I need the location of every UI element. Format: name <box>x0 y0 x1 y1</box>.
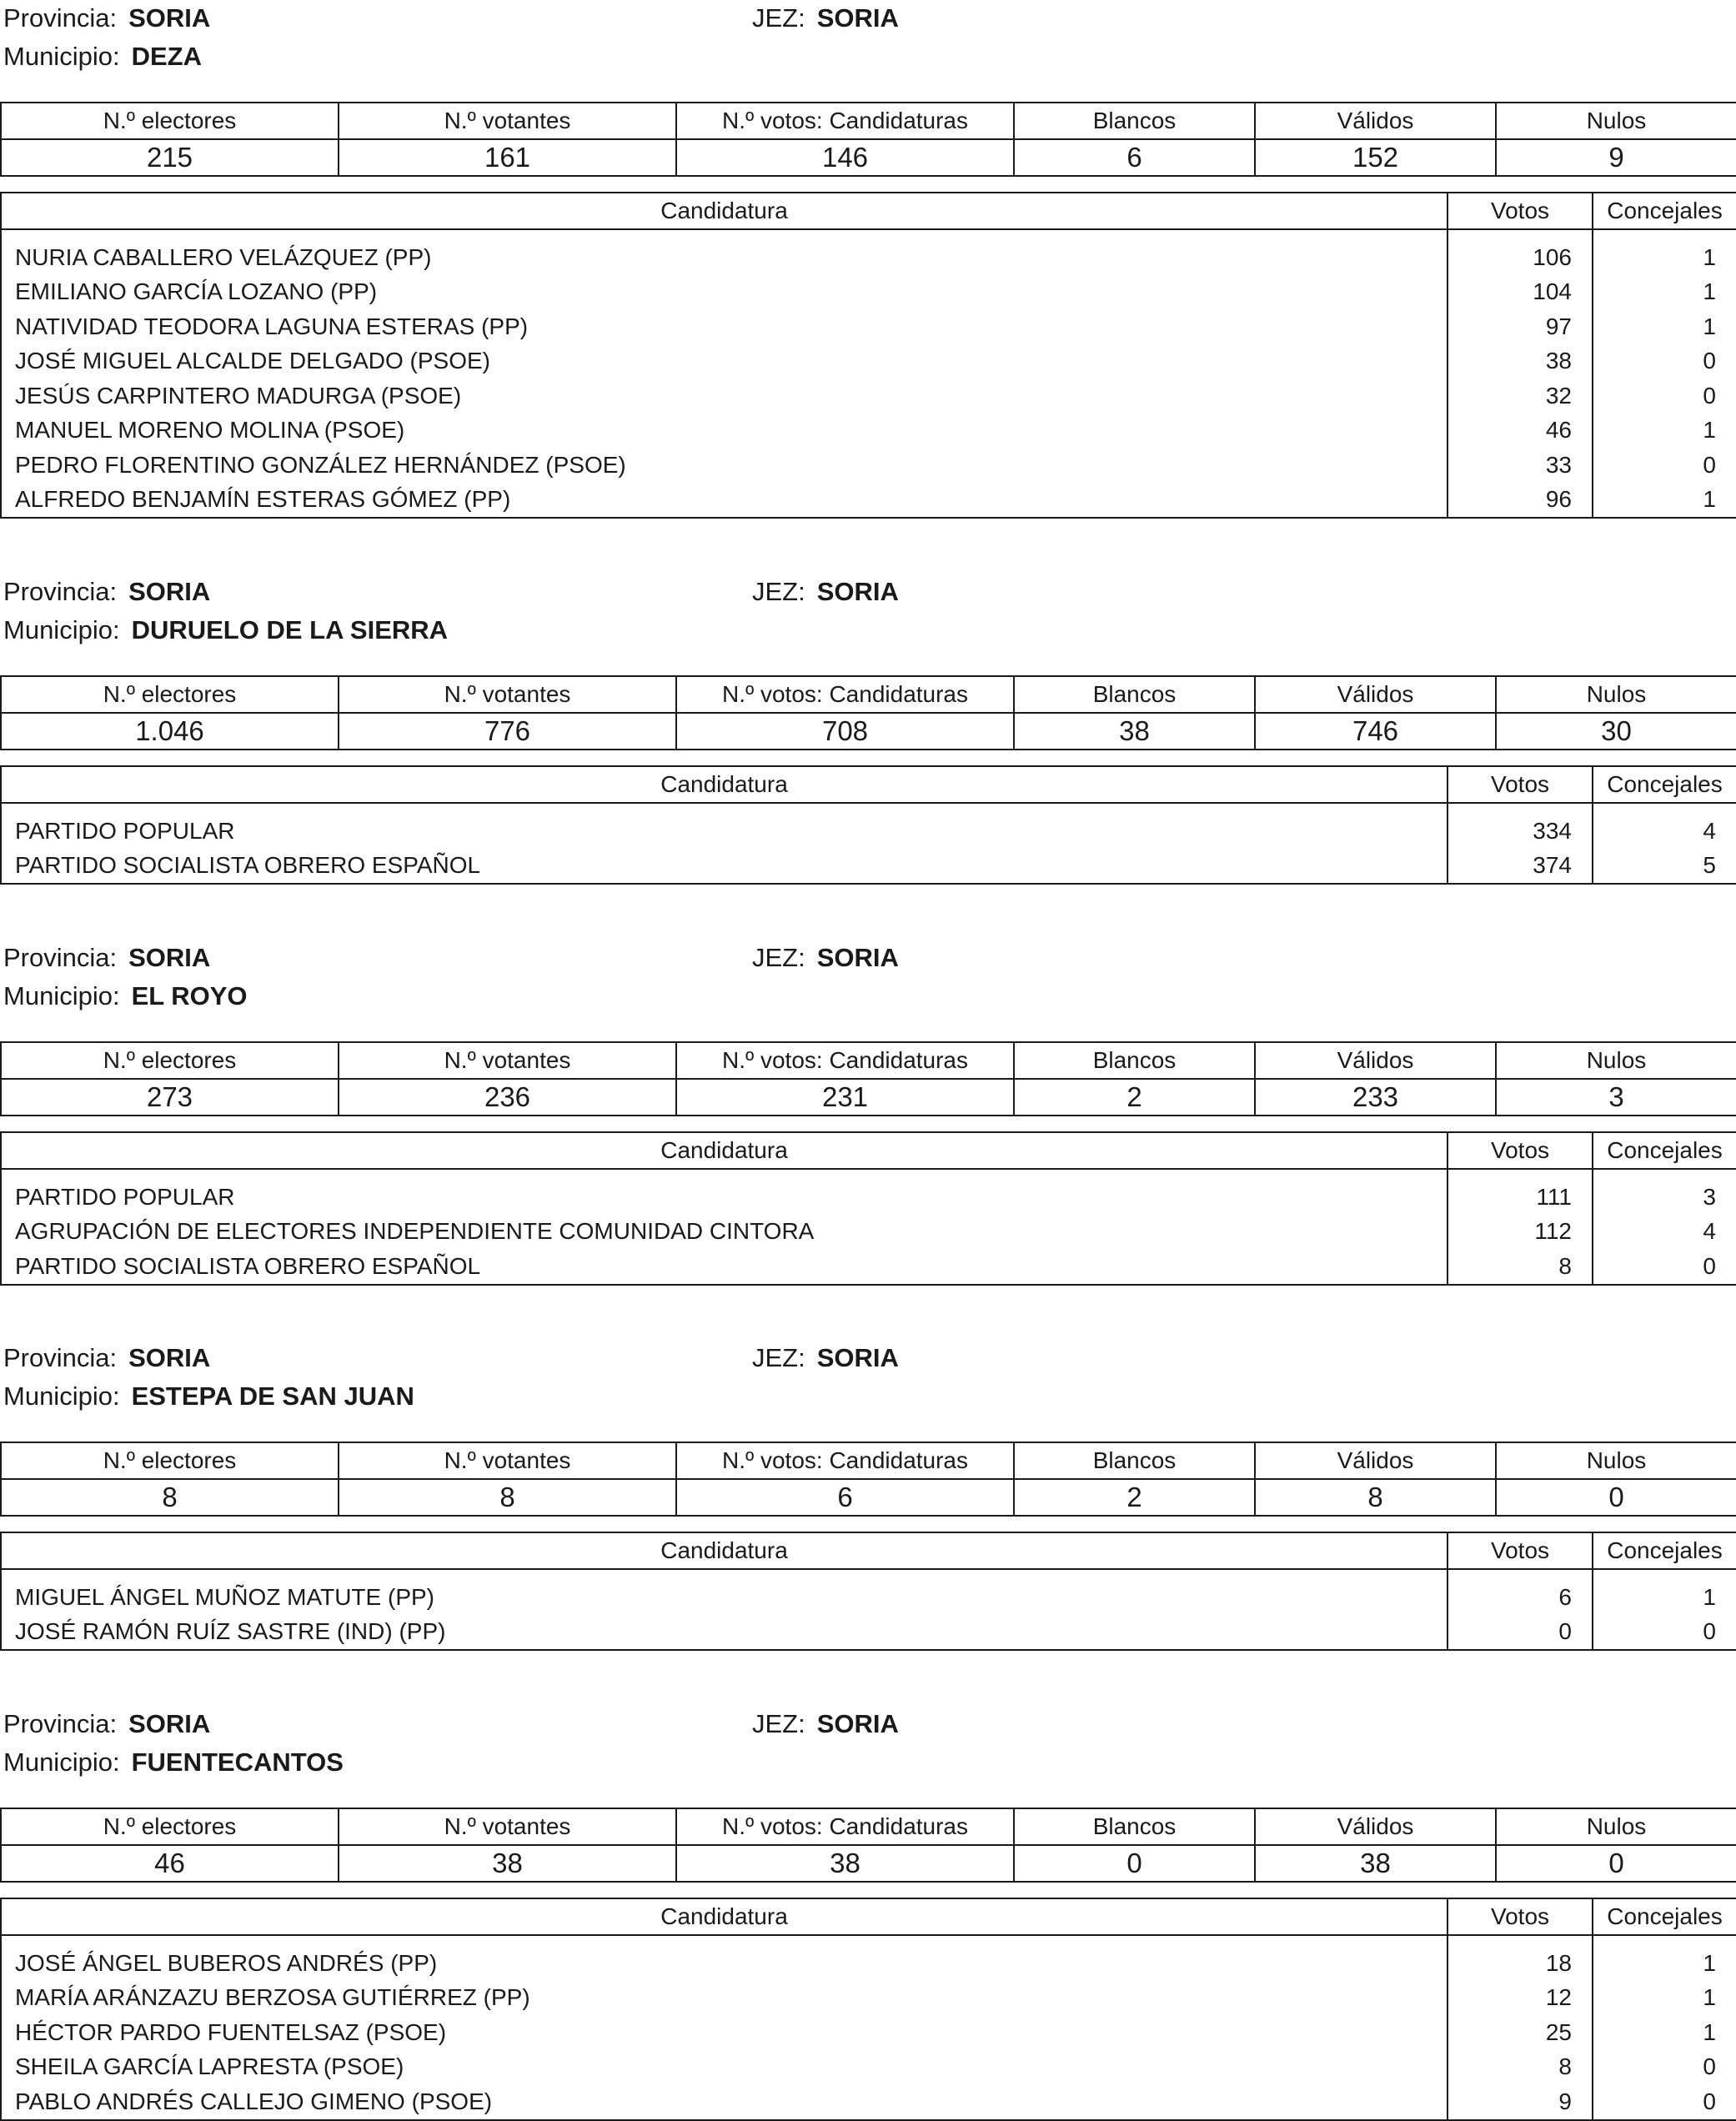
summary-header-cell: N.º electores <box>1 676 339 713</box>
candidate-votos: 9 <box>1448 2084 1593 2120</box>
candidate-row <box>1 849 1736 885</box>
summary-value-cell: 38 <box>676 1845 1014 1882</box>
candidates-table <box>0 1131 1736 1286</box>
summary-value-cell: 38 <box>1255 1845 1496 1882</box>
candidate-name: MANUEL MORENO MOLINA (PSOE) <box>1 414 1448 449</box>
candidate-votos: 25 <box>1448 2015 1593 2050</box>
summary-value-cell: 146 <box>676 139 1014 176</box>
provincia-value: SORIA <box>128 3 211 33</box>
candidate-row <box>1 1215 1736 1250</box>
candidate-concejales: 1 <box>1593 483 1736 519</box>
summary-value-cell: 38 <box>339 1845 676 1882</box>
jez-label: JEZ: <box>752 943 805 972</box>
candidates-header-cell: Concejales <box>1593 1532 1736 1569</box>
candidate-concejales: 1 <box>1593 309 1736 344</box>
summary-header-cell: Nulos <box>1496 676 1736 713</box>
candidate-name: SHEILA GARCÍA LAPRESTA (PSOE) <box>1 2050 1448 2085</box>
candidates-header-row <box>1 193 1736 229</box>
candidate-name: AGRUPACIÓN DE ELECTORES INDEPENDIENTE COMUNIDAD CINTORA <box>1 1215 1448 1250</box>
candidate-votos: 104 <box>1448 275 1593 310</box>
summary-header-row <box>1 103 1736 139</box>
summary-header-cell: N.º electores <box>1 1808 339 1845</box>
municipio-line <box>3 42 202 72</box>
summary-values-row <box>1 713 1736 750</box>
candidate-name: PARTIDO SOCIALISTA OBRERO ESPAÑOL <box>1 1249 1448 1285</box>
municipio-label: Municipio: <box>3 615 120 644</box>
candidate-concejales: 1 <box>1593 2015 1736 2050</box>
candidates-table <box>0 1898 1736 2121</box>
provincia-label: Provincia: <box>3 1343 118 1372</box>
candidate-concejales: 4 <box>1593 1215 1736 1250</box>
candidate-votos: 6 <box>1448 1569 1593 1615</box>
candidate-concejales: 0 <box>1593 2050 1736 2085</box>
summary-value-cell: 2 <box>1014 1479 1255 1516</box>
summary-value-cell: 746 <box>1255 713 1496 750</box>
candidate-row <box>1 379 1736 414</box>
summary-header-cell: N.º electores <box>1 1442 339 1479</box>
summary-header-cell: N.º votantes <box>339 676 676 713</box>
candidate-row <box>1 229 1736 275</box>
summary-header-cell: Válidos <box>1255 1442 1496 1479</box>
candidate-name: JOSÉ ÁNGEL BUBEROS ANDRÉS (PP) <box>1 1935 1448 1981</box>
summary-header-cell: Blancos <box>1014 676 1255 713</box>
summary-header-cell: N.º votantes <box>339 103 676 139</box>
jez-line <box>752 943 899 973</box>
summary-value-cell: 2 <box>1014 1079 1255 1116</box>
summary-value-cell: 215 <box>1 139 339 176</box>
candidate-row <box>1 448 1736 483</box>
candidate-row <box>1 1249 1736 1285</box>
candidates-header-cell: Votos <box>1448 1132 1593 1169</box>
candidate-concejales: 0 <box>1593 1615 1736 1651</box>
provincia-value: SORIA <box>128 1343 211 1372</box>
summary-values-row <box>1 139 1736 176</box>
provincia-value: SORIA <box>128 1709 211 1738</box>
candidate-row <box>1 803 1736 849</box>
provincia-line <box>3 943 210 973</box>
candidate-votos: 18 <box>1448 1935 1593 1981</box>
summary-header-cell: Nulos <box>1496 103 1736 139</box>
jez-value: SORIA <box>816 3 899 33</box>
provincia-label: Provincia: <box>3 1709 118 1738</box>
candidate-row <box>1 483 1736 519</box>
summary-header-cell: Blancos <box>1014 1042 1255 1079</box>
summary-values-row <box>1 1079 1736 1116</box>
summary-value-cell: 152 <box>1255 139 1496 176</box>
jez-value: SORIA <box>816 1709 899 1738</box>
municipio-line <box>3 1381 414 1411</box>
candidates-table <box>0 765 1736 885</box>
candidate-votos: 96 <box>1448 483 1593 519</box>
candidates-header-cell: Concejales <box>1593 1132 1736 1169</box>
summary-value-cell: 8 <box>1255 1479 1496 1516</box>
candidate-votos: 32 <box>1448 379 1593 414</box>
municipio-line <box>3 615 448 645</box>
candidates-header-cell: Candidatura <box>1 193 1448 229</box>
candidate-name: MARÍA ARÁNZAZU BERZOSA GUTIÉRREZ (PP) <box>1 1981 1448 2016</box>
candidate-concejales: 0 <box>1593 1249 1736 1285</box>
candidate-votos: 46 <box>1448 414 1593 449</box>
candidate-name: MIGUEL ÁNGEL MUÑOZ MATUTE (PP) <box>1 1569 1448 1615</box>
summary-header-cell: Blancos <box>1014 1442 1255 1479</box>
summary-header-cell: Blancos <box>1014 103 1255 139</box>
candidate-votos: 8 <box>1448 2050 1593 2085</box>
municipio-value: FUENTECANTOS <box>131 1747 344 1777</box>
provincia-label: Provincia: <box>3 943 118 972</box>
candidate-votos: 97 <box>1448 309 1593 344</box>
summary-header-row <box>1 1808 1736 1845</box>
summary-header-cell: Válidos <box>1255 1808 1496 1845</box>
jez-line <box>752 577 899 607</box>
summary-header-cell: Nulos <box>1496 1442 1736 1479</box>
candidates-header-cell: Candidatura <box>1 1132 1448 1169</box>
candidate-votos: 8 <box>1448 1249 1593 1285</box>
summary-value-cell: 8 <box>1 1479 339 1516</box>
summary-value-cell: 3 <box>1496 1079 1736 1116</box>
summary-value-cell: 708 <box>676 713 1014 750</box>
summary-value-cell: 0 <box>1496 1479 1736 1516</box>
jez-label: JEZ: <box>752 3 805 33</box>
candidate-name: PABLO ANDRÉS CALLEJO GIMENO (PSOE) <box>1 2084 1448 2120</box>
candidate-concejales: 1 <box>1593 229 1736 275</box>
candidate-name: JOSÉ RAMÓN RUÍZ SASTRE (IND) (PP) <box>1 1615 1448 1651</box>
candidate-votos: 374 <box>1448 849 1593 885</box>
summary-value-cell: 0 <box>1014 1845 1255 1882</box>
summary-table <box>0 675 1736 750</box>
summary-header-cell: Nulos <box>1496 1808 1736 1845</box>
summary-header-cell: N.º votantes <box>339 1808 676 1845</box>
candidate-row <box>1 2050 1736 2085</box>
summary-header-cell: N.º electores <box>1 1042 339 1079</box>
summary-header-cell: Blancos <box>1014 1808 1255 1845</box>
candidate-concejales: 3 <box>1593 1169 1736 1215</box>
municipio-label: Municipio: <box>3 1381 120 1411</box>
summary-value-cell: 38 <box>1014 713 1255 750</box>
summary-header-row <box>1 676 1736 713</box>
candidate-concejales: 5 <box>1593 849 1736 885</box>
jez-line <box>752 1709 899 1739</box>
summary-header-row <box>1 1042 1736 1079</box>
candidate-row <box>1 1935 1736 1981</box>
summary-values-row <box>1 1479 1736 1516</box>
candidates-header-cell: Concejales <box>1593 766 1736 803</box>
candidates-header-cell: Votos <box>1448 1532 1593 1569</box>
summary-value-cell: 273 <box>1 1079 339 1116</box>
summary-table <box>0 102 1736 177</box>
summary-value-cell: 6 <box>676 1479 1014 1516</box>
candidates-header-cell: Votos <box>1448 1898 1593 1935</box>
jez-value: SORIA <box>816 577 899 606</box>
summary-value-cell: 9 <box>1496 139 1736 176</box>
municipio-value: DURUELO DE LA SIERRA <box>131 615 449 644</box>
summary-header-cell: Válidos <box>1255 103 1496 139</box>
candidates-header-cell: Concejales <box>1593 193 1736 229</box>
candidate-votos: 0 <box>1448 1615 1593 1651</box>
summary-header-cell: Nulos <box>1496 1042 1736 1079</box>
summary-header-cell: N.º votos: Candidaturas <box>676 1442 1014 1479</box>
provincia-label: Provincia: <box>3 3 118 33</box>
candidate-votos: 106 <box>1448 229 1593 275</box>
candidates-header-row <box>1 1898 1736 1935</box>
provincia-value: SORIA <box>128 577 211 606</box>
jez-label: JEZ: <box>752 1343 805 1372</box>
candidate-name: JOSÉ MIGUEL ALCALDE DELGADO (PSOE) <box>1 344 1448 379</box>
candidate-votos: 33 <box>1448 448 1593 483</box>
candidate-name: PEDRO FLORENTINO GONZÁLEZ HERNÁNDEZ (PSOE) <box>1 448 1448 483</box>
candidate-row <box>1 1981 1736 2016</box>
candidates-header-row <box>1 766 1736 803</box>
municipio-label: Municipio: <box>3 981 120 1010</box>
candidate-name: PARTIDO SOCIALISTA OBRERO ESPAÑOL <box>1 849 1448 885</box>
candidate-row <box>1 2084 1736 2120</box>
candidate-row <box>1 2015 1736 2050</box>
candidate-row <box>1 1615 1736 1651</box>
summary-table <box>0 1808 1736 1883</box>
candidate-row <box>1 275 1736 310</box>
municipio-value: EL ROYO <box>131 981 248 1010</box>
summary-table <box>0 1442 1736 1517</box>
candidate-name: NURIA CABALLERO VELÁZQUEZ (PP) <box>1 229 1448 275</box>
summary-value-cell: 161 <box>339 139 676 176</box>
candidate-name: PARTIDO POPULAR <box>1 803 1448 849</box>
provincia-line <box>3 1343 210 1373</box>
candidate-row <box>1 1569 1736 1615</box>
provincia-label: Provincia: <box>3 577 118 606</box>
summary-value-cell: 231 <box>676 1079 1014 1116</box>
candidate-name: JESÚS CARPINTERO MADURGA (PSOE) <box>1 379 1448 414</box>
jez-value: SORIA <box>816 943 899 972</box>
candidate-votos: 12 <box>1448 1981 1593 2016</box>
candidate-votos: 111 <box>1448 1169 1593 1215</box>
summary-header-cell: N.º votos: Candidaturas <box>676 1808 1014 1845</box>
candidates-header-cell: Candidatura <box>1 766 1448 803</box>
candidate-concejales: 1 <box>1593 1981 1736 2016</box>
candidates-header-cell: Votos <box>1448 193 1593 229</box>
municipio-value: DEZA <box>131 42 202 71</box>
summary-value-cell: 776 <box>339 713 676 750</box>
candidates-header-cell: Concejales <box>1593 1898 1736 1935</box>
candidates-header-cell: Candidatura <box>1 1898 1448 1935</box>
candidate-votos: 334 <box>1448 803 1593 849</box>
candidate-concejales: 0 <box>1593 448 1736 483</box>
candidate-concejales: 1 <box>1593 275 1736 310</box>
candidates-table <box>0 192 1736 519</box>
summary-header-row <box>1 1442 1736 1479</box>
summary-value-cell: 1.046 <box>1 713 339 750</box>
summary-header-cell: N.º votos: Candidaturas <box>676 103 1014 139</box>
candidate-name: HÉCTOR PARDO FUENTELSAZ (PSOE) <box>1 2015 1448 2050</box>
candidate-name: EMILIANO GARCÍA LOZANO (PP) <box>1 275 1448 310</box>
candidates-header-row <box>1 1132 1736 1169</box>
summary-value-cell: 46 <box>1 1845 339 1882</box>
candidate-row <box>1 309 1736 344</box>
summary-value-cell: 6 <box>1014 139 1255 176</box>
candidate-name: NATIVIDAD TEODORA LAGUNA ESTERAS (PP) <box>1 309 1448 344</box>
candidate-row <box>1 1169 1736 1215</box>
candidate-row <box>1 344 1736 379</box>
jez-label: JEZ: <box>752 577 805 606</box>
municipio-value: ESTEPA DE SAN JUAN <box>131 1381 414 1411</box>
provincia-value: SORIA <box>128 943 211 972</box>
municipio-line <box>3 981 248 1011</box>
jez-value: SORIA <box>816 1343 899 1372</box>
candidate-concejales: 1 <box>1593 1569 1736 1615</box>
candidate-concejales: 1 <box>1593 414 1736 449</box>
candidate-row <box>1 414 1736 449</box>
municipio-label: Municipio: <box>3 42 120 71</box>
summary-header-cell: N.º electores <box>1 103 339 139</box>
provincia-line <box>3 3 210 33</box>
provincia-line <box>3 1709 210 1739</box>
candidate-votos: 112 <box>1448 1215 1593 1250</box>
summary-header-cell: Válidos <box>1255 676 1496 713</box>
jez-label: JEZ: <box>752 1709 805 1738</box>
candidate-concejales: 4 <box>1593 803 1736 849</box>
summary-value-cell: 236 <box>339 1079 676 1116</box>
summary-values-row <box>1 1845 1736 1882</box>
summary-header-cell: N.º votos: Candidaturas <box>676 1042 1014 1079</box>
candidates-header-row <box>1 1532 1736 1569</box>
candidate-name: ALFREDO BENJAMÍN ESTERAS GÓMEZ (PP) <box>1 483 1448 519</box>
jez-line <box>752 1343 899 1373</box>
candidate-name: PARTIDO POPULAR <box>1 1169 1448 1215</box>
summary-header-cell: N.º votantes <box>339 1042 676 1079</box>
candidate-votos: 38 <box>1448 344 1593 379</box>
summary-header-cell: N.º votos: Candidaturas <box>676 676 1014 713</box>
candidates-table <box>0 1532 1736 1651</box>
candidate-concejales: 0 <box>1593 344 1736 379</box>
candidates-header-cell: Votos <box>1448 766 1593 803</box>
summary-value-cell: 0 <box>1496 1845 1736 1882</box>
summary-table <box>0 1041 1736 1116</box>
provincia-line <box>3 577 210 607</box>
candidate-concejales: 0 <box>1593 379 1736 414</box>
candidates-header-cell: Candidatura <box>1 1532 1448 1569</box>
summary-value-cell: 8 <box>339 1479 676 1516</box>
municipio-label: Municipio: <box>3 1747 120 1777</box>
municipio-line <box>3 1747 344 1778</box>
summary-header-cell: N.º votantes <box>339 1442 676 1479</box>
candidate-concejales: 1 <box>1593 1935 1736 1981</box>
summary-value-cell: 30 <box>1496 713 1736 750</box>
jez-line <box>752 3 899 33</box>
summary-value-cell: 233 <box>1255 1079 1496 1116</box>
candidate-concejales: 0 <box>1593 2084 1736 2120</box>
summary-header-cell: Válidos <box>1255 1042 1496 1079</box>
